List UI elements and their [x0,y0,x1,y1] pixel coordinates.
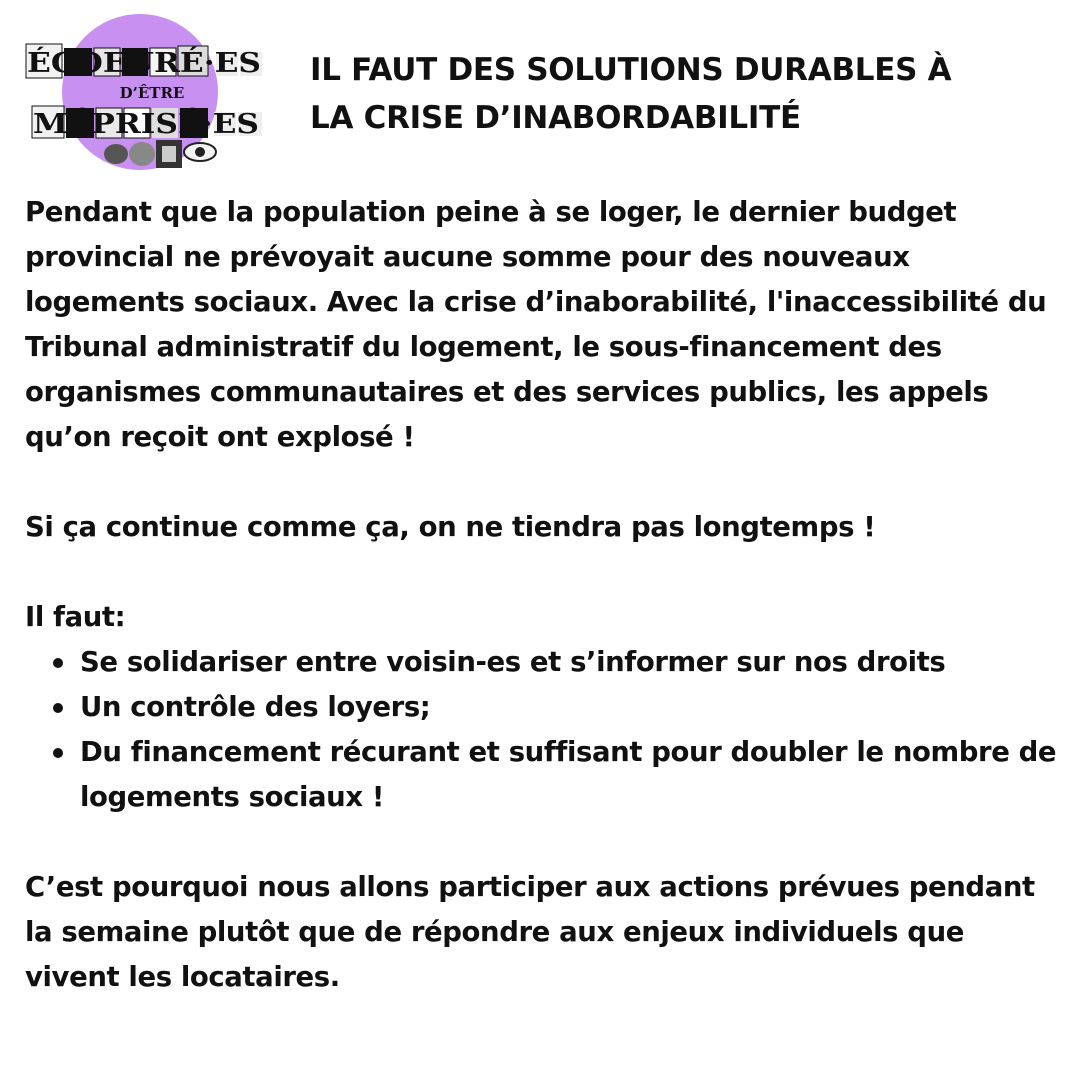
list-item: Se solidariser entre voisin-es et s’informer sur nos droits [80,640,1065,685]
list-item: Du financement récurant et suffisant pour doubler le nombre de logements sociaux ! [80,730,1065,820]
title-line-2: LA CRISE D’INABORDABILITÉ [310,100,801,136]
paragraph-spacer [25,550,1065,595]
main-content [25,190,1065,1000]
logo-line-2: D’ÊTRE [119,84,185,102]
intro-paragraph: Pendant que la population peine à se loger, le dernier budget provincial ne prévoyait aucune somme pour des nouveaux logements sociaux. Avec la crise d’inaborabilité, l'inaccessibilité du Tribunal administratif du logement, le sous-financement des organismes communautaires et des services publics, les appels qu’on reçoit ont explosé ! [25,196,1047,453]
warning-paragraph: Si ça continue comme ça, on ne tiendra pas longtemps ! [25,511,876,543]
paragraph-spacer [25,820,1065,865]
list-heading: Il faut: [25,601,126,633]
logo-line-1: ÉCOEURÉ·ES [27,48,230,79]
demands-list [25,640,1065,820]
list-item: Un contrôle des loyers; [80,685,1065,730]
conclusion-paragraph: C’est pourquoi nous allons participer aux actions prévues pendant la semaine plutôt que de répondre aux enjeux individuels que vivent les locataires. [25,871,1035,993]
logo-line-3: MÉPRISÉ·ES [33,109,229,140]
organization-logo [24,14,264,170]
title-line-1: IL FAUT DES SOLUTIONS DURABLES À [310,52,952,88]
page-title [310,46,1030,142]
paragraph-spacer [25,460,1065,505]
